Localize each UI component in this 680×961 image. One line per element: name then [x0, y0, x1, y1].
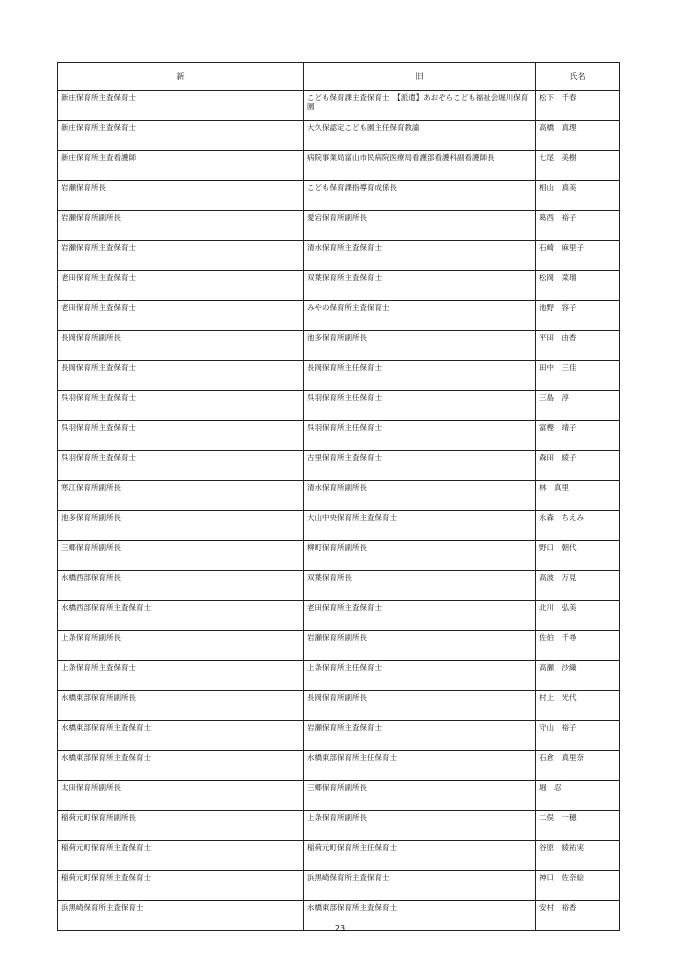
table-row — [58, 451, 620, 481]
cell-name: 村上 光代 — [536, 691, 620, 721]
cell-name: 石崎 麻里子 — [536, 241, 620, 271]
table-row — [58, 871, 620, 901]
cell-new: 呉羽保育所主査保育士 — [58, 451, 304, 481]
cell-new: 岩瀬保育所長 — [58, 181, 304, 211]
cell-name: 平田 由香 — [536, 331, 620, 361]
table-row — [58, 361, 620, 391]
table-row — [58, 241, 620, 271]
cell-name: 池野 容子 — [536, 301, 620, 331]
table-row — [58, 181, 620, 211]
table-body — [58, 91, 620, 931]
table-row — [58, 691, 620, 721]
cell-name: 堀 忍 — [536, 781, 620, 811]
table-row — [58, 391, 620, 421]
cell-new: 稲荷元町保育所副所長 — [58, 811, 304, 841]
cell-old: 呉羽保育所主任保育士 — [304, 391, 536, 421]
table-row — [58, 541, 620, 571]
cell-name: 石倉 真里奈 — [536, 751, 620, 781]
cell-new: 上条保育所主査保育士 — [58, 661, 304, 691]
cell-name: 安村 裕香 — [536, 901, 620, 931]
cell-name: 守山 裕子 — [536, 721, 620, 751]
cell-name: 七尾 美樹 — [536, 151, 620, 181]
cell-name: 神口 佐奈絵 — [536, 871, 620, 901]
cell-old: 清水保育所副所長 — [304, 481, 536, 511]
table-row — [58, 121, 620, 151]
cell-new: 三郷保育所副所長 — [58, 541, 304, 571]
header-row — [58, 63, 620, 91]
personnel-table — [57, 62, 620, 931]
cell-new: 呉羽保育所主査保育士 — [58, 391, 304, 421]
cell-old: 双葉保育所長 — [304, 571, 536, 601]
cell-new: 新庄保育所主査保育士 — [58, 91, 304, 121]
cell-old: 大山中央保育所主査保育士 — [304, 511, 536, 541]
cell-old: 大久保認定こども園主任保育教諭 — [304, 121, 536, 151]
table-header — [58, 63, 620, 91]
table-row — [58, 841, 620, 871]
table-row — [58, 811, 620, 841]
cell-name: 高橋 真理 — [536, 121, 620, 151]
cell-new: 老田保育所主査保育士 — [58, 271, 304, 301]
cell-name: 林 真里 — [536, 481, 620, 511]
table-row — [58, 301, 620, 331]
cell-old: みやの保育所主査保育士 — [304, 301, 536, 331]
cell-new: 岩瀬保育所主査保育士 — [58, 241, 304, 271]
cell-old: 清水保育所主査保育士 — [304, 241, 536, 271]
cell-old: 呉羽保育所主任保育士 — [304, 421, 536, 451]
table-row — [58, 571, 620, 601]
cell-name: 北川 弘美 — [536, 601, 620, 631]
cell-new: 水橋東部保育所副所長 — [58, 691, 304, 721]
cell-new: 池多保育所副所長 — [58, 511, 304, 541]
header-old: 旧 — [304, 63, 536, 91]
table-row — [58, 751, 620, 781]
cell-new: 水橋西部保育所主査保育士 — [58, 601, 304, 631]
table-row — [58, 91, 620, 121]
table-row — [58, 511, 620, 541]
cell-old: 老田保育所主査保育士 — [304, 601, 536, 631]
cell-new: 寒江保育所副所長 — [58, 481, 304, 511]
cell-name: 松下 千春 — [536, 91, 620, 121]
cell-name: 高波 万見 — [536, 571, 620, 601]
cell-new: 稲荷元町保育所主査保育士 — [58, 871, 304, 901]
table-row — [58, 481, 620, 511]
cell-name: 野口 朝代 — [536, 541, 620, 571]
table-row — [58, 211, 620, 241]
cell-new: 呉羽保育所主査保育士 — [58, 421, 304, 451]
cell-name: 三島 淳 — [536, 391, 620, 421]
cell-old: 岩瀬保育所主査保育士 — [304, 721, 536, 751]
cell-new: 稲荷元町保育所主査保育士 — [58, 841, 304, 871]
cell-old: 柳町保育所副所長 — [304, 541, 536, 571]
table-row — [58, 781, 620, 811]
cell-name: 森田 綾子 — [536, 451, 620, 481]
cell-old: 古里保育所主査保育士 — [304, 451, 536, 481]
header-name: 氏名 — [536, 63, 620, 91]
cell-name: 松岡 菜瑠 — [536, 271, 620, 301]
cell-name: 佐伯 千尋 — [536, 631, 620, 661]
cell-old: 水橋東部保育所主査保育士 — [304, 901, 536, 931]
table-row — [58, 721, 620, 751]
cell-old: こども保育課主査保育士 【派遣】あおぞらこども福祉会堀川保育園 — [304, 91, 536, 121]
cell-old: 池多保育所副所長 — [304, 331, 536, 361]
cell-name: 相山 真美 — [536, 181, 620, 211]
table-row — [58, 151, 620, 181]
cell-old: 病院事業局富山市民病院医療局看護部看護科副看護師長 — [304, 151, 536, 181]
cell-name: 田中 三佳 — [536, 361, 620, 391]
cell-name: 高瀬 沙織 — [536, 661, 620, 691]
cell-old: 浜黒崎保育所主査保育士 — [304, 871, 536, 901]
table-row — [58, 661, 620, 691]
cell-old: こども保育課指導育成係長 — [304, 181, 536, 211]
cell-name: 富樫 靖子 — [536, 421, 620, 451]
cell-new: 岩瀬保育所副所長 — [58, 211, 304, 241]
cell-name: 谷原 綾祐実 — [536, 841, 620, 871]
cell-name: 葛西 裕子 — [536, 211, 620, 241]
cell-old: 長岡保育所副所長 — [304, 691, 536, 721]
header-new: 新 — [58, 63, 304, 91]
table-row — [58, 331, 620, 361]
table-row — [58, 421, 620, 451]
cell-old: 愛宕保育所副所長 — [304, 211, 536, 241]
cell-new: 太田保育所副所長 — [58, 781, 304, 811]
cell-old: 水橋東部保育所主任保育士 — [304, 751, 536, 781]
cell-old: 三郷保育所副所長 — [304, 781, 536, 811]
cell-new: 上条保育所副所長 — [58, 631, 304, 661]
cell-old: 長岡保育所主任保育士 — [304, 361, 536, 391]
cell-old: 岩瀬保育所副所長 — [304, 631, 536, 661]
cell-old: 稲荷元町保育所主任保育士 — [304, 841, 536, 871]
cell-new: 長岡保育所副所長 — [58, 331, 304, 361]
cell-old: 上条保育所副所長 — [304, 811, 536, 841]
cell-new: 水橋東部保育所主査保育士 — [58, 721, 304, 751]
cell-new: 長岡保育所主査保育士 — [58, 361, 304, 391]
cell-old: 上条保育所主任保育士 — [304, 661, 536, 691]
page-number: 23 — [334, 924, 346, 933]
cell-name: 二俣 一穂 — [536, 811, 620, 841]
table-row — [58, 631, 620, 661]
table-row — [58, 271, 620, 301]
cell-old: 双葉保育所主査保育士 — [304, 271, 536, 301]
cell-new: 水橋西部保育所長 — [58, 571, 304, 601]
cell-new: 老田保育所主査保育士 — [58, 301, 304, 331]
cell-new: 水橋東部保育所主査保育士 — [58, 751, 304, 781]
cell-new: 浜黒崎保育所主査保育士 — [58, 901, 304, 931]
cell-new: 新庄保育所主査保育士 — [58, 121, 304, 151]
cell-name: 永森 ちえみ — [536, 511, 620, 541]
table-row — [58, 601, 620, 631]
cell-new: 新庄保育所主査看護師 — [58, 151, 304, 181]
